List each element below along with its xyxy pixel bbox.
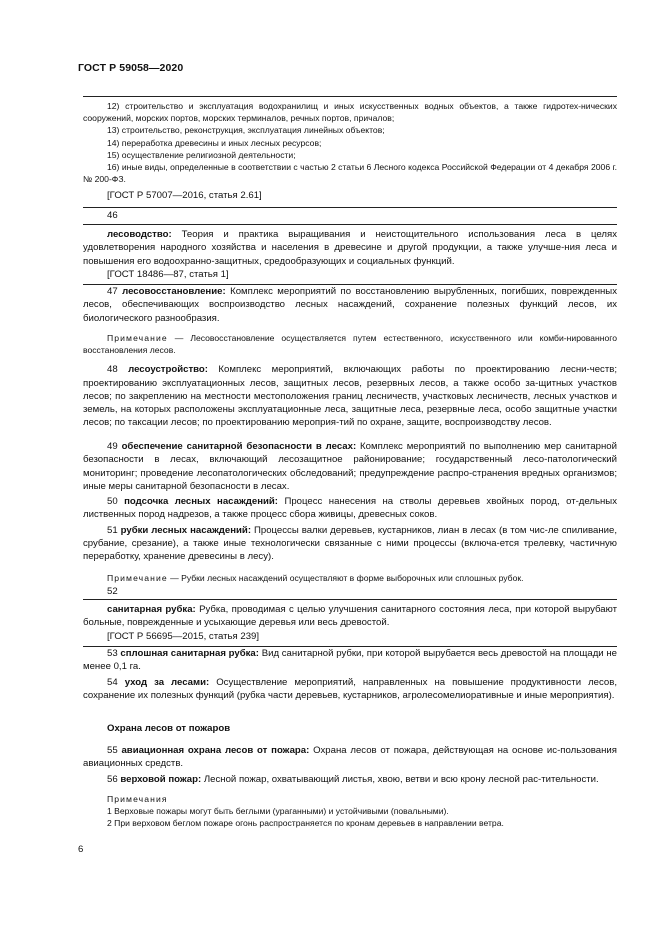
term-name: подсочка лесных насаждений: (124, 496, 278, 508)
term-entry-50 (83, 495, 617, 522)
section-fire-protection (83, 723, 617, 830)
section-heading: Охрана лесов от пожаров (107, 723, 231, 734)
term-name: лесоводство: (107, 229, 172, 240)
definition-text: Комплекс мероприятий по восстановлению вырубленных, погибших, поврежденных лесов, обеспечивающих воспроизводство лесных насаждений, сохранение полезных функций лесов, их биологического разнообразия. (83, 286, 617, 324)
source-reference: [ГОСТ 18486—87, статья 1] (107, 268, 229, 280)
term-number: 54 (107, 676, 118, 688)
term-number: 46 (107, 210, 118, 221)
term-name: сплошная санитарная рубка: (120, 648, 259, 659)
term-name: обеспечение санитарной безопасности в лесах: (121, 441, 357, 452)
document-header: ГОСТ Р 59058—2020 (78, 62, 184, 74)
term-number: 47 (107, 286, 118, 297)
definition-text: Охрана лесов от пожара, действующая на основе ис-пользования авиационных средств. (83, 745, 617, 770)
terms-47-48 (83, 285, 617, 430)
note-text: — Лесовосстановление осуществляется путем естественного, искусственного или комби-нированного восстановления лесов. (83, 332, 617, 356)
term-entry-47 (83, 285, 617, 325)
source-reference: [ГОСТ Р 56695—2015, статья 239] (107, 630, 260, 642)
term-entry-55 (83, 744, 617, 771)
term-note (83, 572, 617, 584)
definition-text: Теория и практика выращивания и неистощительного использования леса в целях удовлетворения народного хозяйства и населения в древесине и другой продукции, а также улучше-ния леса и повышения его водоохранно-защитных, средообразующих и социальных функций. (83, 229, 617, 267)
term-number: 51 (107, 524, 118, 536)
term-number: 55 (107, 745, 118, 756)
term-name: рубки лесных насаждений: (120, 524, 252, 536)
term-name: санитарная рубка: (107, 604, 196, 615)
note-label: Примечание (107, 572, 168, 583)
list-item: 13) строительство, реконструкция, эксплуатация линейных объектов; (107, 125, 385, 136)
definition-text: Процесс нанесения на стволы деревьев хвойных пород, от-дельных лиственных пород надрезов, а также процесс сбора живицы, древесных соков. (83, 496, 617, 521)
list-item: 15) осуществление религиозной деятельности; (107, 149, 296, 160)
term-name: авиационная охрана лесов от пожара: (121, 745, 310, 756)
term-name: уход за лесами: (124, 676, 210, 688)
definition-text: Лесной пожар, охватывающий листья, хвою, ветви и всю крону лесной рас-тительности. (201, 773, 599, 785)
notes-label: Примечания (107, 793, 168, 804)
term-definition (83, 603, 617, 630)
term-entry-54 (83, 676, 617, 703)
term-name: лесовосстановление: (122, 286, 226, 297)
term-number: 48 (107, 364, 118, 376)
note-label: Примечание (107, 332, 168, 343)
definition-text: Комплекс мероприятий по выполнению мер санитарной безопасности в лесах, включающий лесозащитное районирование; государственный лесо-патологический мониторинг; проведение лесопатологических обследований; предупреждение распро-странения вредных организмов; иные меры санитарной безопасности в лесах. (83, 441, 617, 492)
term-note (83, 332, 617, 356)
definition-text: Процессы валки деревьев, кустарников, лиан в лесах (в том чис-ле спиливание, срубание, срезание), а также иные технологически связанные с ними процессы (включа-ется трелевку, частичную переработку, хранение древесины в лесу). (83, 524, 617, 563)
definition-text: Комплекс мероприятий, включающих работы по проектированию лесни-честв; проектированию эксплуатационных лесов, защитных лесов, резервных лесов, а также особо за-щитных участков лесов; по закреплению на местности местоположения границ лесничеств, участковых лесничеств, лесных участков и земель, на которых расположены эксплуатационные леса, защитные леса, резервные леса, особо защитные участки лесов; по таксации лесов; по проектированию мероприя-тий по охране, защите, воспроизводству лесов. (83, 364, 617, 429)
term-box-45-continuation (83, 96, 617, 208)
definition-text: Осуществление мероприятий, направленных на повышение продуктивности лесов, сохранение их полезных функций (рубка части деревьев, кустарников, агролесомелиоративные и иные мероприятия). (83, 676, 618, 701)
list-item: 12) строительство и эксплуатация водохранилищ и иных искусственных водных объектов, а также гидротех-нических сооружений, морских портов, морских терминалов, речных портов, причалов; (83, 101, 617, 124)
page-number: 6 (78, 844, 84, 855)
note-text: — Рубки лесных насаждений осуществляют в форме выборочных или сплошных рубок. (167, 572, 524, 583)
term-entry-51 (83, 524, 617, 564)
source-reference: [ГОСТ Р 57007—2016, статья 2.61] (107, 190, 262, 202)
term-entry-48 (83, 363, 617, 429)
note-item: 1 Верховые пожары могут быть беглыми (ураганными) и устойчивыми (повальными). (107, 806, 449, 817)
terms-49-51 (83, 440, 617, 584)
term-number: 53 (107, 648, 118, 659)
term-name: верховой пожар: (120, 773, 202, 785)
term-entry-53 (83, 647, 617, 674)
term-name: лесоустройство: (128, 364, 208, 376)
term-number: 56 (107, 773, 118, 785)
term-entry-56 (83, 773, 617, 786)
definition-text: Вид санитарной рубки, при которой вырубается весь древостой на площади не менее 0,1 га. (83, 648, 618, 673)
term-number: 49 (107, 441, 118, 452)
definition-text: Рубка, проводимая с целью улучшения санитарного состояния леса, при которой вырубают больные, поврежденные и усыхающие деревья или весь древостой. (83, 604, 617, 629)
term-box-46 (83, 224, 617, 285)
term-box-52 (83, 599, 617, 647)
note-item: 2 При верховом беглом пожаре огонь распространяется по кронам деревьев в направлении ветра. (107, 818, 504, 829)
list-item: 14) переработка древесины и иных лесных ресурсов; (107, 137, 322, 148)
term-definition (83, 228, 617, 268)
term-number: 52 (107, 586, 118, 597)
terms-53-54 (83, 647, 617, 702)
list-item: 16) иные виды, определенные в соответствии с частью 2 статьи 6 Лесного кодекса Российской Федерации от 4 декабря 2006 г. № 200-ФЗ. (83, 162, 617, 185)
term-number: 50 (107, 496, 118, 508)
term-entry-49 (83, 440, 617, 493)
